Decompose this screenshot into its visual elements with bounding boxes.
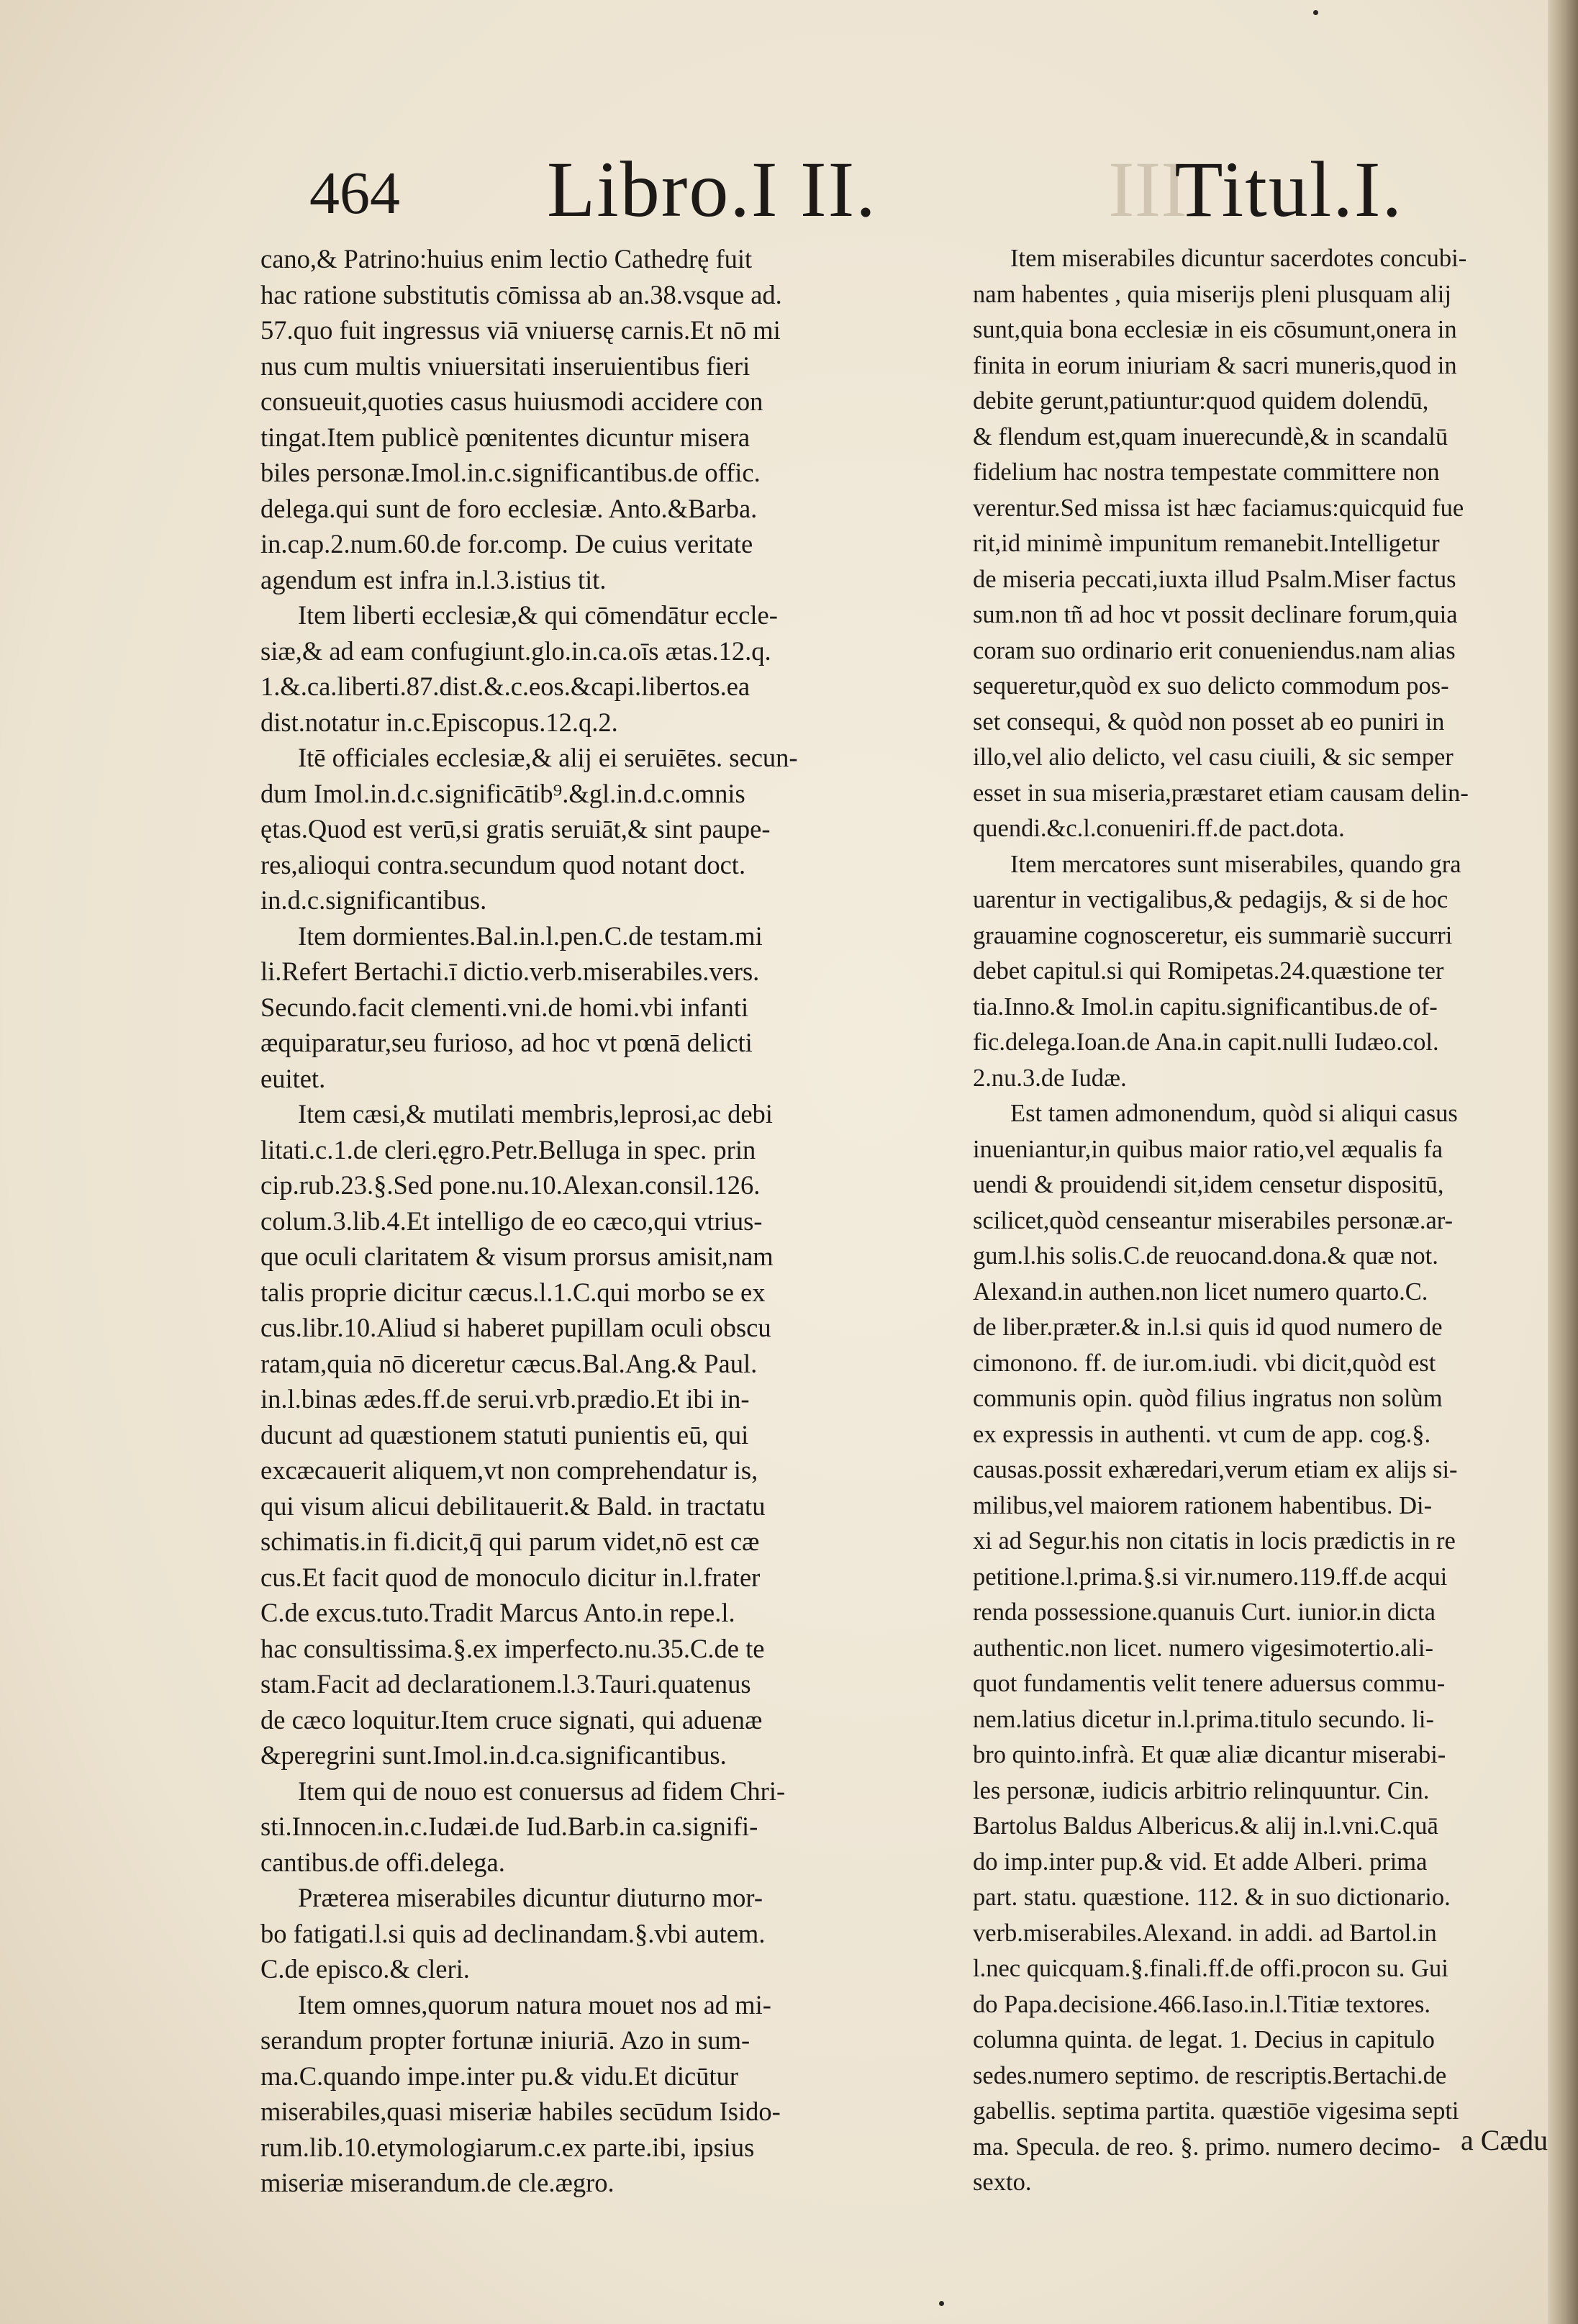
text-line: Præterea miserabiles dicuntur diuturno mor- <box>298 1883 763 1912</box>
title-heading: Titul.I. <box>1174 145 1403 233</box>
text-line: petitione.l.prima.§.si vir.numero.119.ff.de acqui <box>973 1563 1448 1591</box>
text-line: sum.non tñ ad hoc vt possit declinare forum,quia <box>973 601 1458 628</box>
catchword: a Cædu <box>1461 2124 1548 2156</box>
left-text-column <box>260 241 922 2201</box>
text-line: scilicet,quòd censeantur miserabiles personæ.ar- <box>973 1206 1454 1234</box>
text-line: uendi & prouidendi sit,idem censetur dispositū, <box>973 1171 1444 1198</box>
right-text-column <box>973 241 1557 2201</box>
text-line: cus.libr.10.Aliud si haberet pupillam oculi obscu <box>260 1313 771 1342</box>
text-line: ducunt ad quæstionem statuti punientis eū, qui <box>260 1419 749 1450</box>
text-line: fic.delega.Ioan.de Ana.in capit.nulli Iudæo.col. <box>973 1028 1439 1056</box>
text-line: agendum est infra in.l.3.istius tit. <box>260 564 607 594</box>
text-line: rum.lib.10.etymologiarum.c.ex parte.ibi, ipsius <box>260 2132 755 2162</box>
text-line: C.de excus.tuto.Tradit Marcus Anto.in repe.l. <box>260 1598 735 1627</box>
text-line: esset in sua miseria,præstaret etiam causam delin- <box>973 779 1469 807</box>
text-line: Bartolus Baldus Albericus.& alij in.l.vni.C.quā <box>973 1812 1438 1840</box>
text-line: coram suo ordinario erit conueniendus.nam alias <box>973 636 1456 664</box>
text-line: cantibus.de offi.delega. <box>260 1847 505 1877</box>
text-line: Itē officiales ecclesiæ,& alij ei seruiētes. secun- <box>298 743 798 772</box>
text-line: sequeretur,quòd ex suo delicto commodum pos- <box>973 672 1449 700</box>
text-line: Item miserabiles dicuntur sacerdotes concubi- <box>1010 245 1467 272</box>
text-line: litati.c.1.de cleri.ęgro.Petr.Belluga in spec. prin <box>260 1134 756 1165</box>
text-line: serandum propter fortunæ iniuriā. Azo in sum- <box>260 2025 751 2055</box>
text-line: cip.rub.23.§.Sed pone.nu.10.Alexan.consil.126. <box>260 1170 761 1200</box>
text-line: communis opin. quòd filius ingratus non solùm <box>973 1385 1443 1412</box>
text-line: siæ,& ad eam confugiunt.glo.in.ca.oīs ætas.12.q. <box>260 636 771 666</box>
text-line: talis proprie dicitur cæcus.l.1.C.qui morbo se ex <box>260 1277 766 1307</box>
text-line: authentic.non licet. numero vigesimotertio.ali- <box>973 1634 1433 1662</box>
text-line: do imp.inter pup.& vid. Et adde Alberi. prima <box>973 1848 1428 1876</box>
text-line: li.Refert Bertachi.ī dictio.verb.miserabiles.vers. <box>260 957 760 986</box>
text-line: quendi.&c.l.conueniri.ff.de pact.dota. <box>973 815 1345 842</box>
running-header <box>309 144 1403 238</box>
text-line: tia.Inno.& Imol.in capitu.significantibus.de of- <box>973 993 1438 1021</box>
text-line: consueuit,quoties casus huiusmodi accidere con <box>260 386 763 416</box>
page-number: 464 <box>309 160 400 227</box>
text-line: uarentur in vectigalibus,& pedagijs, & si de hoc <box>973 886 1448 913</box>
text-line: inueniantur,in quibus maior ratio,vel æqualis fa <box>973 1135 1443 1163</box>
text-line: Item mercatores sunt miserabiles, quando gra <box>1010 850 1461 878</box>
text-line: sexto. <box>973 2169 1032 2196</box>
text-line: 57.quo fuit ingressus viā vniuersę carnis.Et nō mi <box>260 315 781 345</box>
text-line: miserabiles,quasi miseriæ habiles secūdum Isido- <box>260 2097 781 2126</box>
text-line: de cæco loquitur.Item cruce signati, qui aduenæ <box>260 1704 763 1735</box>
text-line: delega.qui sunt de foro ecclesiæ. Anto.&Barba. <box>260 493 758 523</box>
text-line: Alexand.in authen.non licet numero quarto.C. <box>973 1278 1428 1306</box>
text-line: hac consultissima.§.ex imperfecto.nu.35.C.de te <box>260 1633 765 1663</box>
text-line: do Papa.decisione.466.Iaso.in.l.Titiæ textores. <box>973 1990 1430 2018</box>
text-line: ma. Specula. de reo. §. primo. numero decimo- <box>973 2133 1441 2161</box>
text-line: que oculi claritatem & visum prorsus amisit,nam <box>260 1242 774 1271</box>
text-line: fidelium hac nostra tempestate committere non <box>973 458 1440 486</box>
text-line: milibus,vel maiorem rationem habentibus. Di- <box>973 1491 1433 1519</box>
text-line: in.d.c.significantibus. <box>260 885 487 915</box>
text-line: qui visum alicui debilitauerit.& Bald. in tractatu <box>260 1491 766 1521</box>
text-line: res,alioqui contra.secundum quod notant doct. <box>260 849 746 880</box>
text-line: ratam,quia nō diceretur cæcus.Bal.Ang.& Paul. <box>260 1348 758 1378</box>
text-line: Secundo.facit clementi.vni.de homi.vbi infanti <box>260 992 749 1022</box>
text-line: nus cum multis vniuersitati inseruientibus fieri <box>260 351 751 381</box>
text-line: cano,& Patrino:huius enim lectio Cathedrę fuit <box>260 244 753 273</box>
text-line: les personæ, iudicis arbitrio relinquuntur. Cin. <box>973 1776 1430 1804</box>
text-line: tingat.Item publicè pœnitentes dicuntur misera <box>260 422 751 452</box>
text-line: sti.Innocen.in.c.Iudæi.de Iud.Barb.in ca.signifi- <box>260 1812 758 1841</box>
text-line: part. statu. quæstione. 112. & in suo dictionario. <box>973 1884 1451 1911</box>
text-line: euitet. <box>260 1063 326 1093</box>
text-line: quot fundamentis velit tenere aduersus commu- <box>973 1670 1446 1697</box>
text-line: l.nec quicquam.§.finali.ff.de offi.procon su. Gui <box>973 1955 1448 1982</box>
text-line: finita in eorum iniuriam & sacri muneris,quod in <box>973 351 1457 379</box>
bleed-through-mark: III <box>1108 145 1187 233</box>
text-line: 1.&.ca.liberti.87.dist.&.c.eos.&capi.libertos.ea <box>260 672 751 701</box>
text-line: biles personæ.Imol.in.c.significantibus.de offic. <box>260 458 761 487</box>
text-line: miseriæ miserandum.de cle.ægro. <box>260 2168 615 2197</box>
text-line: colum.3.lib.4.Et intelligo de eo cæco,qui vtrius- <box>260 1206 763 1236</box>
text-line: gabellis. septima partita. quæstiōe vigesima septi <box>973 2097 1459 2125</box>
text-line: Item dormientes.Bal.in.l.pen.C.de testam.mi <box>298 921 763 951</box>
text-line: renda possessione.quanuis Curt. iunior.in dicta <box>973 1599 1436 1626</box>
text-line: debite gerunt,patiuntur:quod quidem dolendū, <box>973 387 1429 415</box>
text-line: 2.nu.3.de Iudæ. <box>973 1064 1127 1092</box>
text-line: xi ad Segur.his non citatis in locis prædictis in re <box>973 1527 1456 1555</box>
text-line: ętas.Quod est verū,si gratis seruiāt,& sint paupe- <box>260 814 771 844</box>
text-line: æquiparatur,seu furioso, ad hoc vt pœnā delicti <box>260 1028 753 1057</box>
text-line: excæcauerit aliquem,vt non comprehendatur is, <box>260 1455 758 1485</box>
text-line: Est tamen admonendum, quòd si aliqui casus <box>1010 1100 1458 1127</box>
text-line: C.de episco.& cleri. <box>260 1954 470 1984</box>
text-line: ex expressis in authenti. vt cum de app. cog.§. <box>973 1420 1431 1448</box>
text-line: de liber.præter.& in.l.si quis id quod numero de <box>973 1314 1443 1341</box>
text-line: gum.l.his solis.C.de reuocand.dona.& quæ not. <box>973 1242 1438 1270</box>
text-line: dum Imol.in.d.c.significātib⁹.&gl.in.d.c.omnis <box>260 778 745 808</box>
text-line: rit,id minimè impunitum remanebit.Intelligetur <box>973 530 1440 557</box>
text-line: verb.miserabiles.Alexand. in addi. ad Bartol.in <box>973 1919 1437 1947</box>
text-line: causas.possit exhæredari,verum etiam ex alijs si- <box>973 1456 1458 1483</box>
text-line: &peregrini sunt.Imol.in.d.ca.significantibus. <box>260 1740 727 1770</box>
text-line: ma.C.quando impe.inter pu.& vidu.Et dicūtur <box>260 2061 738 2091</box>
text-line: de miseria peccati,iuxta illud Psalm.Miser factus <box>973 565 1456 593</box>
text-line: nem.latius dicetur in.l.prima.titulo secundo. li- <box>973 1705 1434 1733</box>
text-line: Item qui de nouo est conuersus ad fidem Chri- <box>298 1776 786 1806</box>
text-line: schimatis.in fi.dicit,q̄ qui parum videt,nō est cæ <box>260 1527 760 1556</box>
text-line: grauamine cognosceretur, eis summariè succurri <box>973 921 1453 949</box>
text-line: debet capitul.si qui Romipetas.24.quæstione ter <box>973 957 1444 985</box>
text-line: in.l.binas ædes.ff.de serui.vrb.prædio.Et ibi in- <box>260 1384 750 1414</box>
text-line: bo fatigati.l.si quis ad declinandam.§.vbi autem. <box>260 1918 766 1948</box>
ink-speck <box>939 2301 944 2306</box>
text-line: columna quinta. de legat. 1. Decius in capitulo <box>973 2026 1435 2053</box>
text-line: & flendum est,quam inuerecundè,& in scandalū <box>973 422 1448 451</box>
text-line: nam habentes , quia miserijs pleni plusquam alij <box>973 280 1451 308</box>
text-line: verentur.Sed missa ist hæc faciamus:quicquid fue <box>973 494 1464 522</box>
text-line: hac ratione substitutis cōmissa ab an.38.vsque ad. <box>260 279 782 309</box>
text-line: in.cap.2.num.60.de for.comp. De cuius veritate <box>260 529 753 559</box>
text-line: Item omnes,quorum natura mouet nos ad mi- <box>298 1989 771 2020</box>
text-line: dist.notatur in.c.Episcopus.12.q.2. <box>260 707 618 737</box>
book-heading: Libro.I II. <box>547 145 877 233</box>
text-line: stam.Facit ad declarationem.l.3.Tauri.quatenus <box>260 1669 751 1699</box>
text-line: bro quinto.infrà. Et quæ aliæ dicantur miserabi- <box>973 1741 1446 1768</box>
ink-speck <box>1313 10 1318 15</box>
text-line: cimonono. ff. de iur.om.iudi. vbi dicit,quòd est <box>973 1349 1436 1377</box>
text-line: sunt,quia bona ecclesiæ in eis cōsumunt,onera in <box>973 316 1457 343</box>
text-line: sedes.numero septimo. de rescriptis.Bertachi.de <box>973 2061 1447 2089</box>
text-line: illo,vel alio delicto, vel casu ciuili, & sic semper <box>973 743 1454 771</box>
text-line: set consequi, & quòd non posset ab eo puniri in <box>973 707 1445 736</box>
text-line: Item cæsi,& mutilati membris,leprosi,ac debi <box>298 1099 773 1129</box>
text-line: cus.Et facit quod de monoculo dicitur in.l.frater <box>260 1562 761 1592</box>
text-line: Item liberti ecclesiæ,& qui cōmendātur eccle- <box>298 600 778 630</box>
